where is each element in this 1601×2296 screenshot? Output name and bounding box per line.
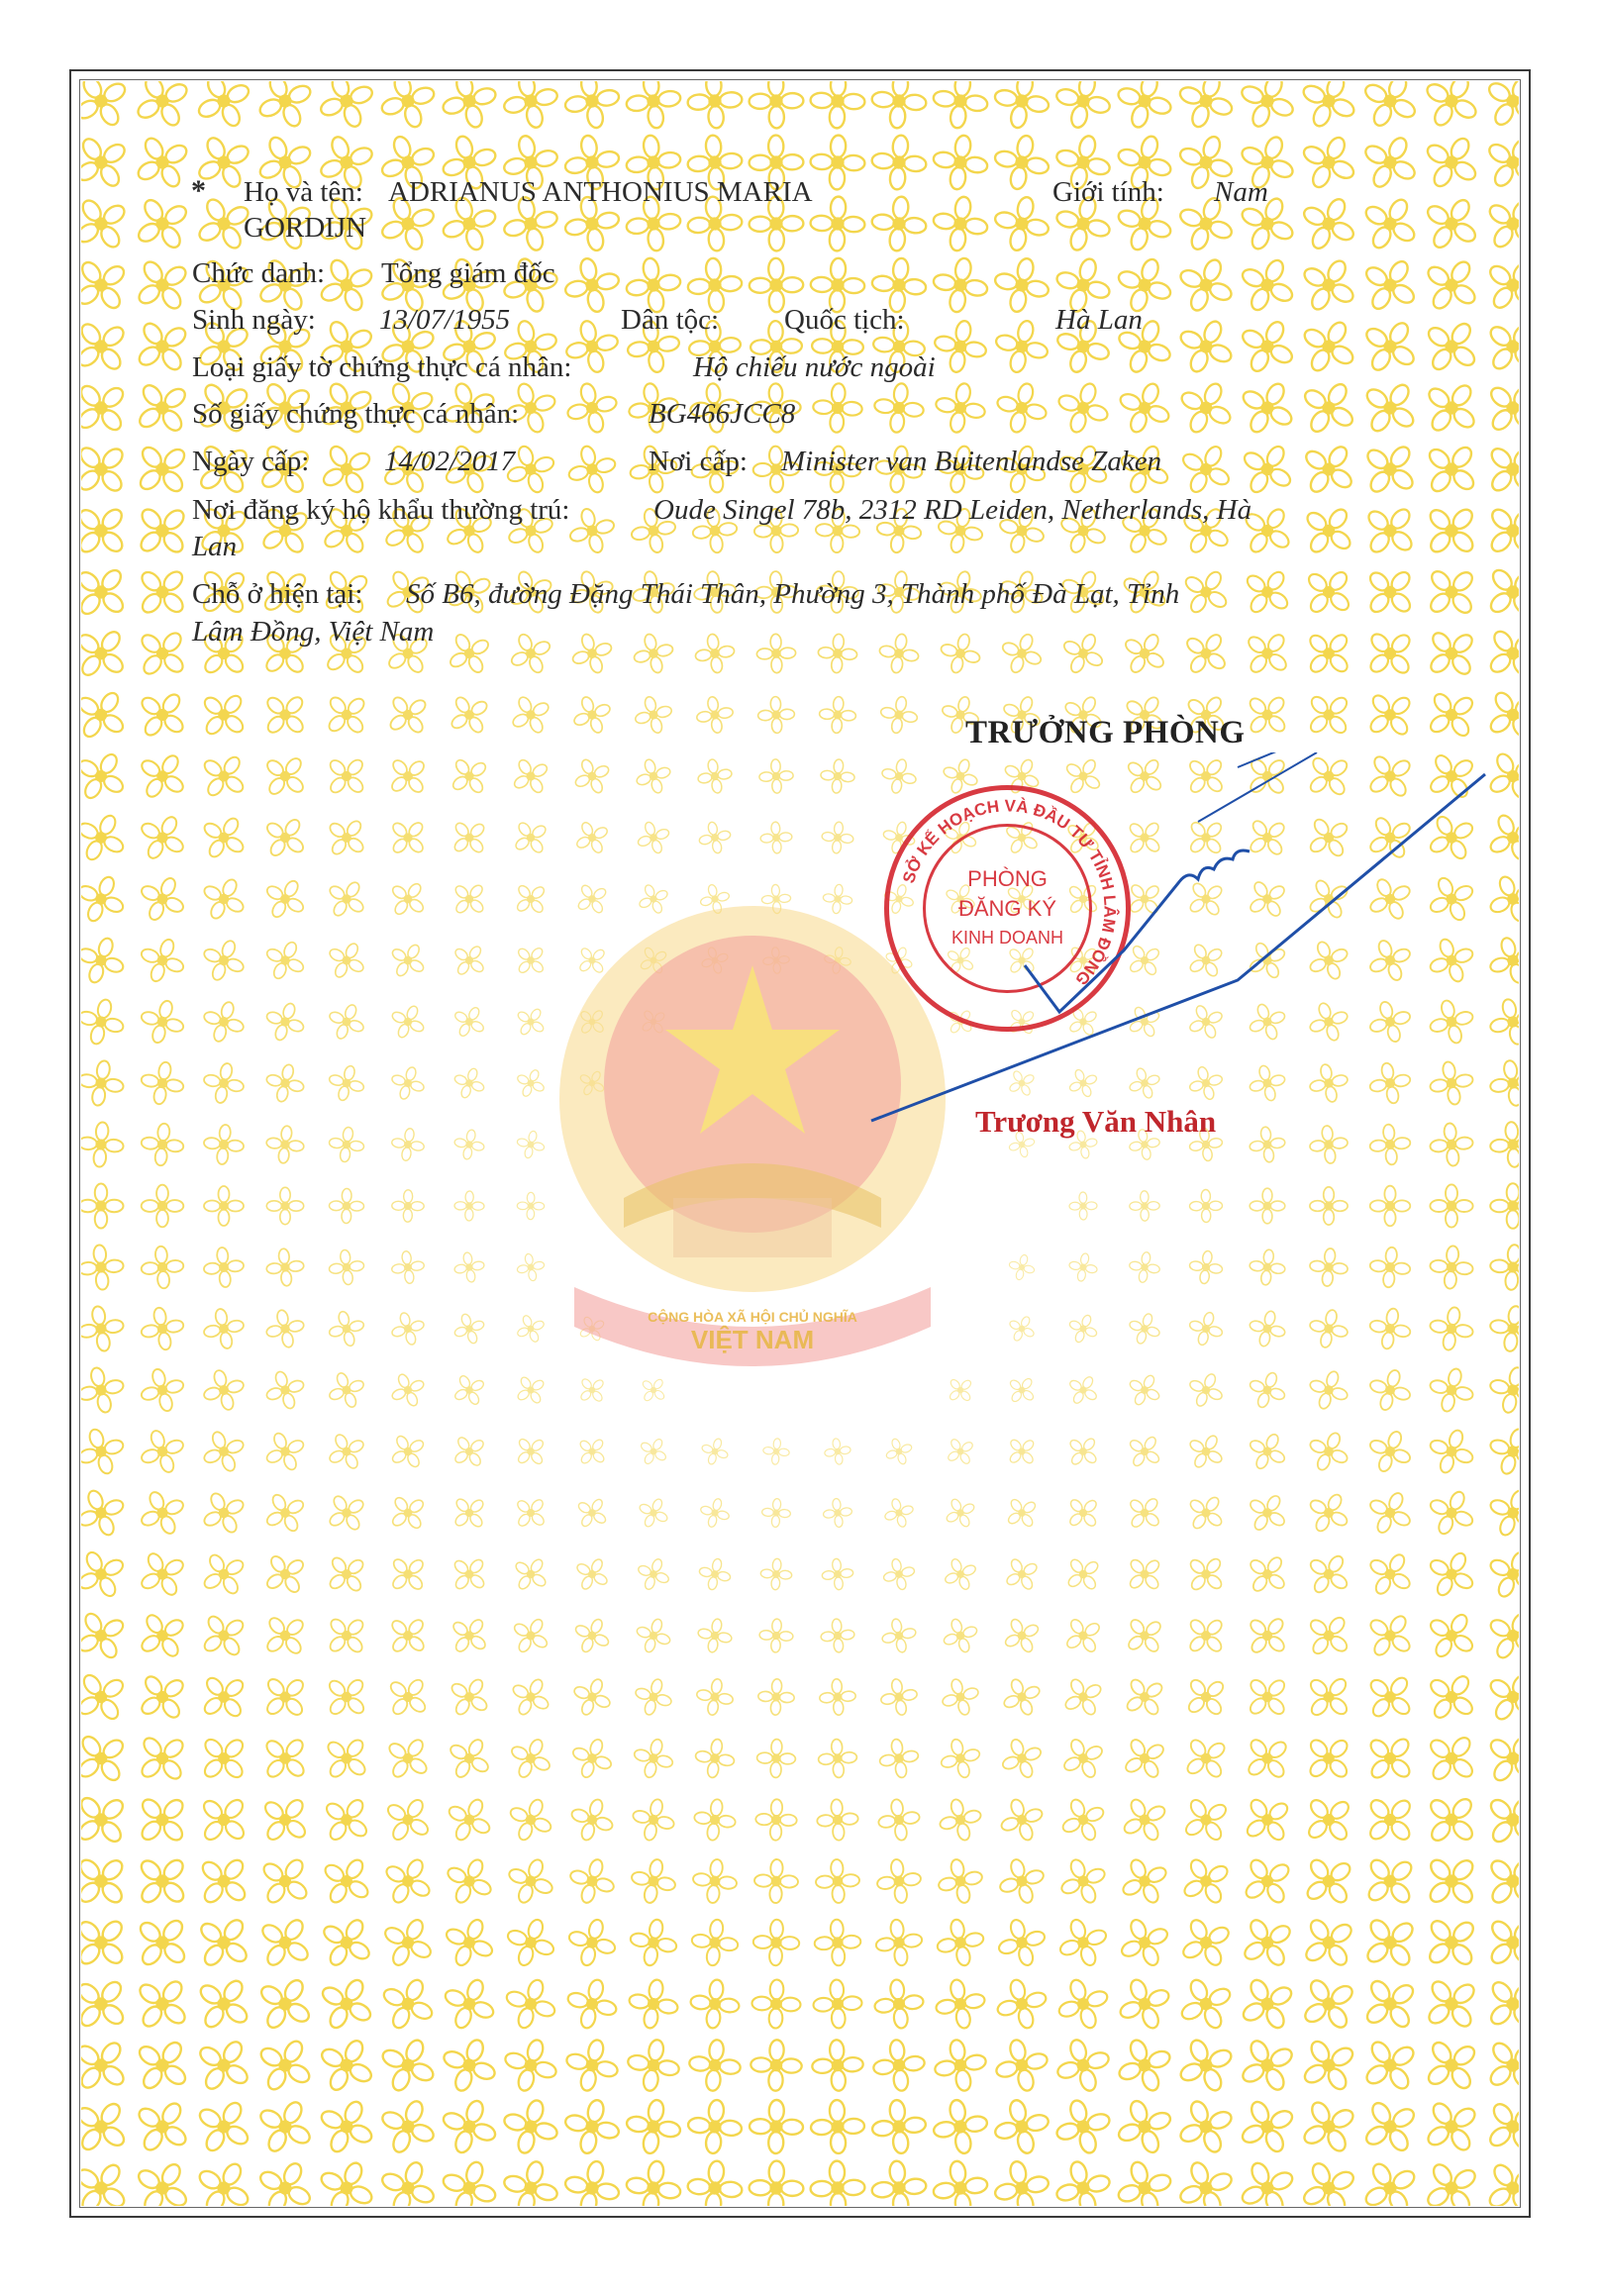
seal-center-line2: ĐĂNG KÝ bbox=[957, 896, 1057, 921]
job-title-label: Chức danh: bbox=[192, 257, 326, 289]
id-number-label: Số giấy chứng thực cá nhân: bbox=[192, 398, 520, 430]
residence-label: Nơi đăng ký hộ khẩu thường trú: bbox=[192, 494, 570, 526]
id-type-value: Hộ chiếu nước ngoài bbox=[693, 351, 936, 383]
emblem-ribbon-line2: VIỆT NAM bbox=[690, 1325, 815, 1354]
nationality-value: Hà Lan bbox=[1055, 304, 1143, 336]
name-label: Họ và tên: bbox=[244, 176, 363, 208]
current-address-line2: Lâm Đồng, Việt Nam bbox=[192, 616, 435, 648]
current-address-label: Chỗ ở hiện tại: bbox=[192, 578, 363, 610]
issue-date-value: 14/02/2017 bbox=[384, 446, 516, 477]
issue-place-label: Nơi cấp: bbox=[649, 446, 748, 477]
signer-name: Trương Văn Nhân bbox=[975, 1104, 1217, 1139]
id-type-label: Loại giấy tờ chứng thực cá nhân: bbox=[192, 351, 572, 383]
dob-label: Sinh ngày: bbox=[192, 304, 316, 336]
issue-date-label: Ngày cấp: bbox=[192, 446, 310, 477]
bullet-star: * bbox=[191, 174, 206, 207]
seal-ring-text: SỞ KẾ HOẠCH VÀ ĐẦU TƯ TỈNH LÂM ĐỒNG bbox=[899, 796, 1120, 989]
seal-center-line3: KINH DOANH bbox=[951, 928, 1064, 948]
position-title: TRƯỞNG PHÒNG bbox=[965, 715, 1246, 750]
dob-value: 13/07/1955 bbox=[379, 304, 511, 336]
name-value-line2: GORDIJN bbox=[244, 212, 367, 244]
residence-value-line2: Lan bbox=[192, 531, 238, 562]
emblem-ribbon-line1: CỘNG HÒA XÃ HỘI CHỦ NGHĨA bbox=[648, 1309, 857, 1325]
seal-center-line1: PHÒNG bbox=[967, 866, 1048, 891]
gender-label: Giới tính: bbox=[1052, 176, 1164, 208]
nationality-label: Quốc tịch: bbox=[784, 304, 905, 336]
name-value-line1: ADRIANUS ANTHONIUS MARIA bbox=[388, 176, 813, 208]
issue-place-value: Minister van Buitenlandse Zaken bbox=[781, 446, 1162, 477]
residence-value-line1: Oude Singel 78b, 2312 RD Leiden, Netherlands, Hà bbox=[653, 494, 1252, 526]
gender-value: Nam bbox=[1214, 176, 1268, 208]
ethnicity-label: Dân tộc: bbox=[621, 304, 720, 336]
id-number-value: BG466JCC8 bbox=[649, 398, 796, 430]
job-title-value: Tổng giám đốc bbox=[381, 257, 555, 289]
current-address-line1: Số B6, đường Đặng Thái Thân, Phường 3, Thành phố Đà Lạt, Tỉnh bbox=[406, 578, 1180, 610]
handwritten-signature bbox=[861, 752, 1505, 1129]
